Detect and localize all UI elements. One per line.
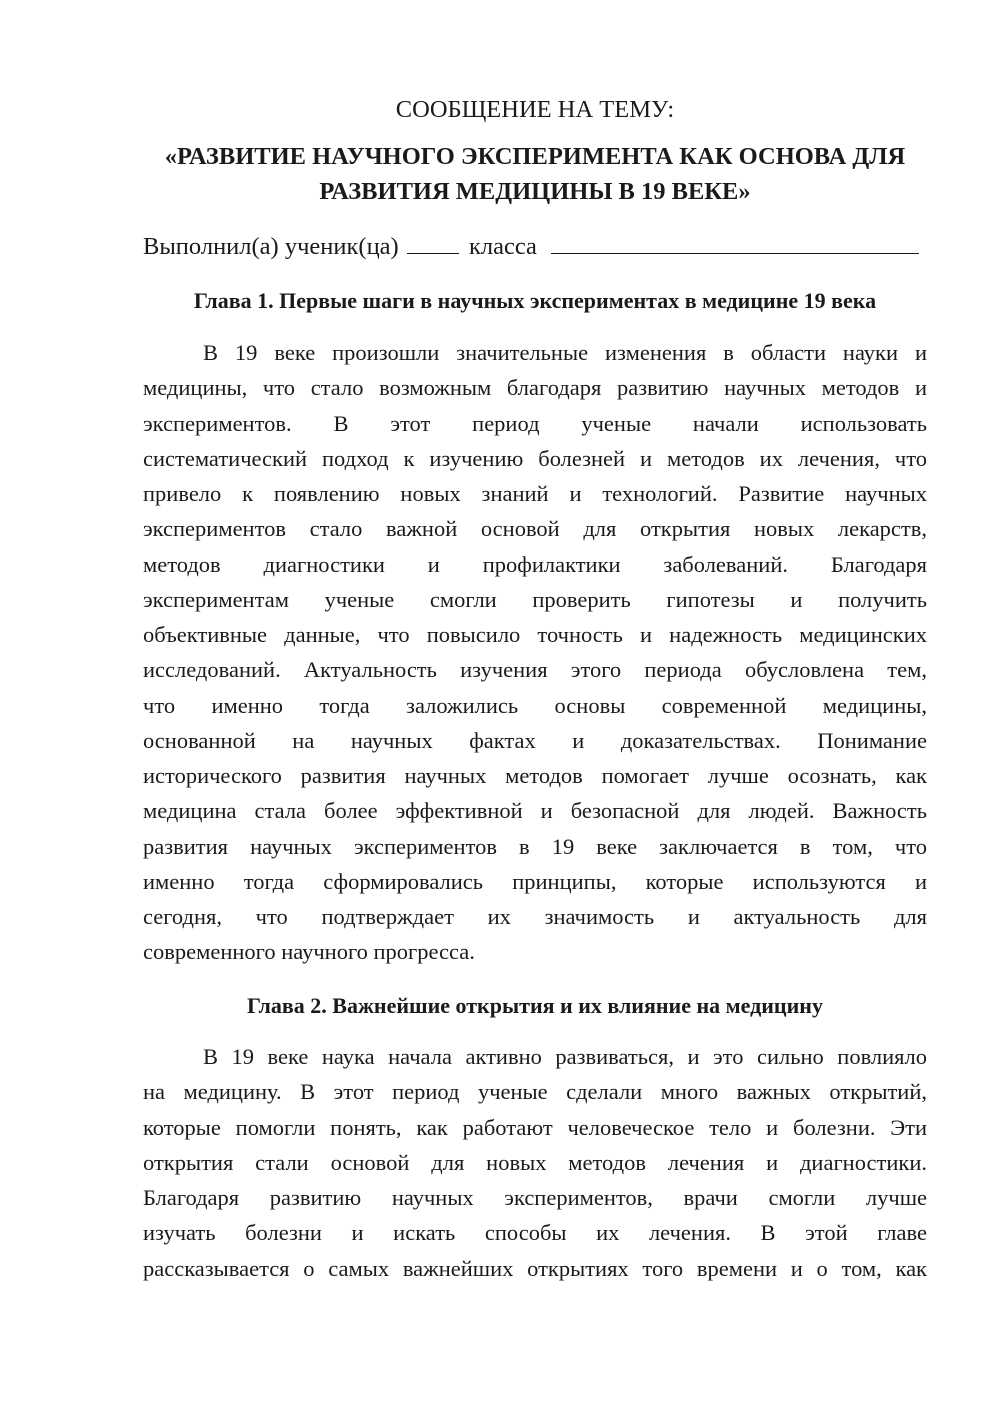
- paragraph-line: основанной на научных фактах и доказательствах. Понимание: [143, 727, 927, 753]
- heading-label: СООБЩЕНИЕ НА ТЕМУ:: [395, 96, 675, 123]
- paragraph-line: объективные данные, что повысило точность и надежность медицинских: [143, 622, 927, 647]
- document-title-line-2: РАЗВИТИЯ МЕДИЦИНЫ В 19 ВЕКЕ»: [319, 178, 751, 205]
- class-label: класса: [468, 233, 537, 260]
- paragraph-line: экспериментов. В этот период ученые начали использовать: [143, 410, 927, 436]
- class-blank-field[interactable]: [407, 252, 459, 254]
- author-label: Выполнил(а) ученик(ца): [143, 233, 399, 260]
- paragraph-line: что именно тогда заложились основы современной медицины,: [143, 692, 927, 718]
- paragraph-line: рассказывается о самых важнейших открытиях того времени и о том, как: [143, 1255, 927, 1281]
- paragraph-line: экспериментам ученые смогли проверить гипотезы и получить: [143, 586, 927, 612]
- paragraph-line: современного научного прогресса.: [143, 939, 475, 965]
- chapter-2-paragraph: [143, 1039, 927, 1286]
- paragraph-line: медицины, что стало возможным благодаря развитию научных методов и: [143, 375, 927, 401]
- paragraph-line: Благодаря развитию научных экспериментов, врачи смогли лучше: [143, 1185, 927, 1210]
- paragraph-line: В 19 веке произошли значительные изменения в области науки и: [203, 340, 927, 365]
- paragraph-line: медицина стала более эффективной и безопасной для людей. Важность: [143, 798, 927, 824]
- paragraph-line: В 19 веке наука начала активно развиваться, и это сильно повлияло: [203, 1044, 927, 1069]
- paragraph-line: экспериментов стало важной основой для открытия новых лекарств,: [143, 516, 927, 542]
- paragraph-line: изучать болезни и искать способы их лечения. В этой главе: [143, 1220, 927, 1246]
- paragraph-line: методов диагностики и профилактики заболеваний. Благодаря: [143, 551, 927, 577]
- document-title-line-1: «РАЗВИТИЕ НАУЧНОГО ЭКСПЕРИМЕНТА КАК ОСНОВА ДЛЯ: [164, 143, 906, 170]
- paragraph-line: исследований. Актуальность изучения этого периода обусловлена тем,: [143, 657, 927, 683]
- paragraph-line: которые помогли понять, как работают человеческое тело и болезни. Эти: [143, 1114, 927, 1140]
- name-blank-field[interactable]: [551, 252, 919, 254]
- paragraph-line: развития научных экспериментов в 19 веке заключается в том, что: [143, 833, 927, 859]
- paragraph-line: на медицину. В этот период ученые сделали много важных открытий,: [143, 1079, 927, 1105]
- chapter-1-paragraph: [143, 335, 927, 970]
- paragraph-line: именно тогда сформировались принципы, которые используются и: [143, 868, 927, 894]
- chapter-2-title: Глава 2. Важнейшие открытия и их влияние на медицину: [247, 993, 823, 1018]
- paragraph-line: исторического развития научных методов помогает лучше осознать, как: [143, 763, 927, 788]
- chapter-1-title: Глава 1. Первые шаги в научных экспериментах в медицине 19 века: [193, 288, 877, 313]
- paragraph-line: сегодня, что подтверждает их значимость и актуальность для: [143, 904, 927, 929]
- paragraph-line: систематический подход к изучению болезней и методов их лечения, что: [143, 445, 927, 471]
- author-line: [143, 232, 927, 262]
- paragraph-line: привело к появлению новых знаний и технологий. Развитие научных: [143, 481, 927, 506]
- paragraph-line: открытия стали основой для новых методов лечения и диагностики.: [143, 1149, 927, 1175]
